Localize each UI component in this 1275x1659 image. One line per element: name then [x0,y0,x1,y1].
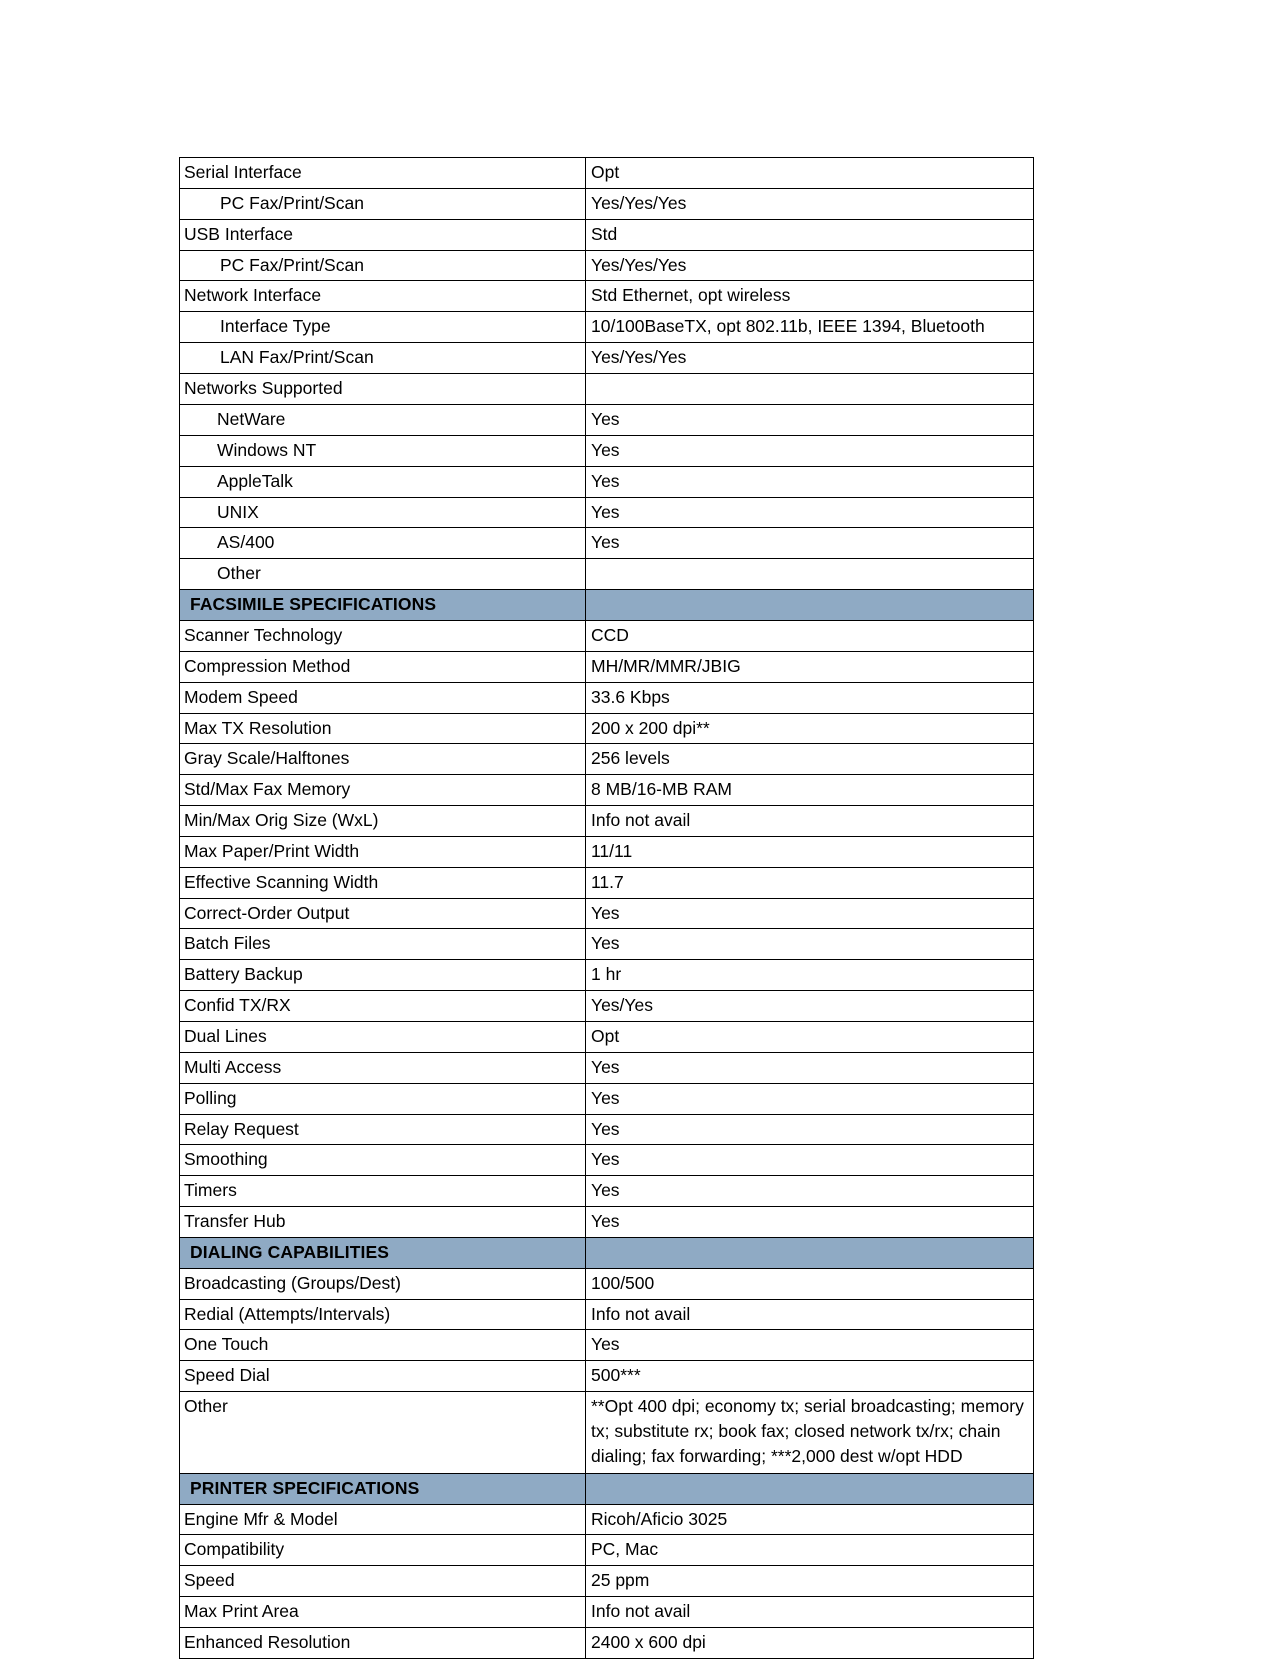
spec-value [586,374,1034,405]
table-row [180,1566,1034,1597]
spec-value: Yes [586,929,1034,960]
spec-value: 10/100BaseTX, opt 802.11b, IEEE 1394, Bluetooth [586,312,1034,343]
spec-label: Correct-Order Output [180,898,586,929]
table-row [180,188,1034,219]
spec-value: 1 hr [586,960,1034,991]
spec-label: Other [180,559,586,590]
spec-label: Broadcasting (Groups/Dest) [180,1268,586,1299]
section-header-value [586,590,1034,621]
table-row [180,405,1034,436]
spec-value: Yes [586,1052,1034,1083]
spec-value: Yes [586,1176,1034,1207]
table-row [180,1627,1034,1658]
spec-label: Max TX Resolution [180,713,586,744]
table-row [180,1145,1034,1176]
table-row [180,219,1034,250]
spec-value: Yes [586,1207,1034,1238]
table-row [180,528,1034,559]
spec-label: LAN Fax/Print/Scan [180,343,586,374]
spec-value: 11.7 [586,867,1034,898]
table-row [180,806,1034,837]
table-row [180,1504,1034,1535]
table-row [180,466,1034,497]
spec-value: 11/11 [586,836,1034,867]
section-header-row [180,590,1034,621]
spec-value: PC, Mac [586,1535,1034,1566]
table-row [180,991,1034,1022]
section-header-label: DIALING CAPABILITIES [180,1237,586,1268]
table-row [180,312,1034,343]
spec-label: Batch Files [180,929,586,960]
spec-label: NetWare [180,405,586,436]
section-header-value [586,1473,1034,1504]
spec-value: Yes [586,898,1034,929]
spec-value: Info not avail [586,1299,1034,1330]
spec-value: Yes [586,497,1034,528]
spec-label: Compatibility [180,1535,586,1566]
spec-value: Yes/Yes/Yes [586,188,1034,219]
table-row [180,1052,1034,1083]
spec-label: Networks Supported [180,374,586,405]
spec-value: Info not avail [586,1597,1034,1628]
table-row [180,250,1034,281]
spec-value: Yes/Yes [586,991,1034,1022]
spec-value: 25 ppm [586,1566,1034,1597]
spec-value: Yes [586,1083,1034,1114]
spec-value: 2400 x 600 dpi [586,1627,1034,1658]
table-row [180,1330,1034,1361]
spec-value: Opt [586,158,1034,189]
spec-label: PC Fax/Print/Scan [180,188,586,219]
spec-label: Modem Speed [180,682,586,713]
spec-label: Relay Request [180,1114,586,1145]
table-row [180,559,1034,590]
section-header-row [180,1237,1034,1268]
table-row [180,651,1034,682]
spec-label: Other [180,1392,586,1474]
table-row [180,497,1034,528]
spec-value: Yes [586,1330,1034,1361]
spec-value: Info not avail [586,806,1034,837]
spec-value: Yes [586,1145,1034,1176]
spec-label: Dual Lines [180,1021,586,1052]
spec-label: Gray Scale/Halftones [180,744,586,775]
spec-label: Compression Method [180,651,586,682]
spec-value: 500*** [586,1361,1034,1392]
table-row [180,836,1034,867]
spec-label: AS/400 [180,528,586,559]
section-header-row [180,1473,1034,1504]
table-row [180,1361,1034,1392]
spec-value: Opt [586,1021,1034,1052]
specification-table-body [180,158,1034,1659]
table-row [180,1392,1034,1474]
section-header-value [586,1237,1034,1268]
spec-label: Confid TX/RX [180,991,586,1022]
table-row [180,435,1034,466]
spec-label: AppleTalk [180,466,586,497]
table-row [180,713,1034,744]
table-row [180,898,1034,929]
spec-label: Smoothing [180,1145,586,1176]
spec-label: Serial Interface [180,158,586,189]
spec-label: Max Paper/Print Width [180,836,586,867]
spec-label: Min/Max Orig Size (WxL) [180,806,586,837]
spec-value: Yes [586,405,1034,436]
spec-value: Yes/Yes/Yes [586,250,1034,281]
spec-label: Polling [180,1083,586,1114]
spec-label: Enhanced Resolution [180,1627,586,1658]
spec-label: Speed Dial [180,1361,586,1392]
specification-table [179,157,1034,1659]
spec-label: PC Fax/Print/Scan [180,250,586,281]
spec-label: Effective Scanning Width [180,867,586,898]
table-row [180,1268,1034,1299]
spec-label: One Touch [180,1330,586,1361]
table-row [180,1021,1034,1052]
table-row [180,374,1034,405]
spec-value: Ricoh/Aficio 3025 [586,1504,1034,1535]
spec-label: Max Print Area [180,1597,586,1628]
spec-value: 33.6 Kbps [586,682,1034,713]
table-row [180,960,1034,991]
spec-label: Windows NT [180,435,586,466]
table-row [180,1176,1034,1207]
table-row [180,1299,1034,1330]
table-row [180,775,1034,806]
spec-label: Transfer Hub [180,1207,586,1238]
spec-label: Engine Mfr & Model [180,1504,586,1535]
spec-value: 256 levels [586,744,1034,775]
spec-value: Yes [586,1114,1034,1145]
table-row [180,281,1034,312]
spec-value: Yes [586,528,1034,559]
spec-label: Timers [180,1176,586,1207]
spec-value: 200 x 200 dpi** [586,713,1034,744]
spec-value: 8 MB/16-MB RAM [586,775,1034,806]
section-header-label: PRINTER SPECIFICATIONS [180,1473,586,1504]
spec-value: Yes/Yes/Yes [586,343,1034,374]
spec-value: **Opt 400 dpi; economy tx; serial broadcasting; memory tx; substitute rx; book fax; closed network tx/rx; chain dialing; fax forwarding; ***2,000 dest w/opt HDD [586,1392,1034,1474]
table-row [180,1597,1034,1628]
spec-value: Yes [586,466,1034,497]
section-header-label: FACSIMILE SPECIFICATIONS [180,590,586,621]
spec-label: Std/Max Fax Memory [180,775,586,806]
table-row [180,1114,1034,1145]
spec-label: UNIX [180,497,586,528]
spec-value: Std Ethernet, opt wireless [586,281,1034,312]
spec-label: Scanner Technology [180,621,586,652]
spec-value: Yes [586,435,1034,466]
table-row [180,343,1034,374]
spec-value: MH/MR/MMR/JBIG [586,651,1034,682]
table-row [180,158,1034,189]
spec-value: CCD [586,621,1034,652]
spec-label: Multi Access [180,1052,586,1083]
table-row [180,1083,1034,1114]
table-row [180,929,1034,960]
spec-label: Network Interface [180,281,586,312]
table-row [180,682,1034,713]
spec-label: Redial (Attempts/Intervals) [180,1299,586,1330]
spec-label: USB Interface [180,219,586,250]
table-row [180,621,1034,652]
table-row [180,1535,1034,1566]
spec-value: 100/500 [586,1268,1034,1299]
table-row [180,1207,1034,1238]
spec-label: Interface Type [180,312,586,343]
table-row [180,744,1034,775]
spec-label: Speed [180,1566,586,1597]
table-row [180,867,1034,898]
spec-label: Battery Backup [180,960,586,991]
spec-value: Std [586,219,1034,250]
spec-value [586,559,1034,590]
